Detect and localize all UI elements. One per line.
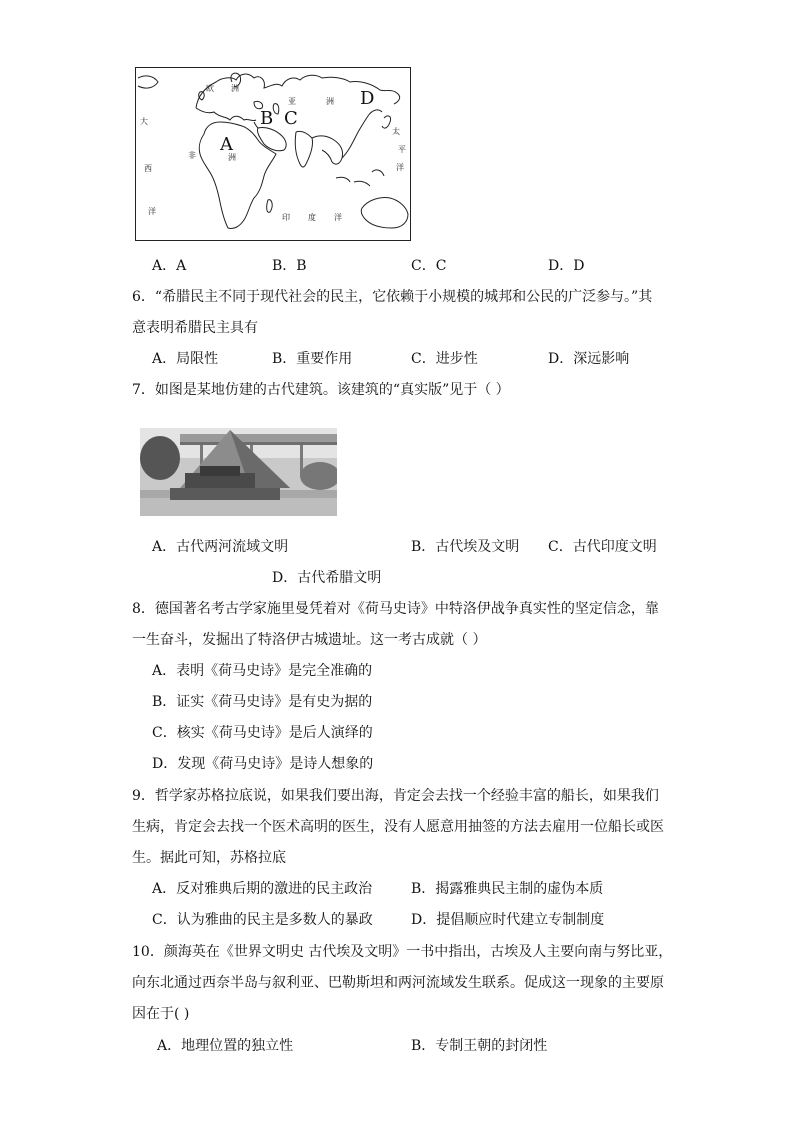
map-point-a: A [220, 134, 233, 155]
q6-stem-line1: 6．“希腊民主不同于现代社会的民主，它依赖于小规模的城邦和公民的广泛参与。”其 [132, 289, 653, 305]
q10-stem-line1: 10．颜海英在《世界文明史 古代埃及文明》一书中指出，古埃及人主要向南与努比亚， [132, 944, 673, 960]
q7-stem-line1: 7．如图是某地仿建的古代建筑。该建筑的“真实版”见于（ ） [132, 382, 510, 398]
world-map-figure [135, 67, 411, 241]
q9-option-c: C．认为雅曲的民主是多数人的暴政 [152, 912, 373, 928]
label-africa-1: 非 [188, 151, 196, 160]
q6-stem-line2: 意表明希腊民主具有 [132, 320, 258, 336]
map-point-d: D [360, 88, 375, 109]
q7-option-c: C．古代印度文明 [548, 539, 657, 555]
label-europe-1: 欧 [206, 84, 214, 93]
q9-stem-line1: 9．哲学家苏格拉底说，如果我们要出海，肯定会去找一个经验丰富的船长，如果我们 [132, 788, 659, 804]
label-indian-1: 印 [282, 213, 290, 222]
q9-option-a: A．反对雅典后期的激进的民主政治 [152, 881, 373, 897]
q6-option-b: B．重要作用 [272, 351, 353, 367]
q8-option-c: C．核实《荷马史诗》是后人演绎的 [152, 725, 373, 741]
q8-option-d: D．发现《荷马史诗》是诗人想象的 [152, 756, 374, 772]
q6-option-c: C．进步性 [411, 351, 478, 367]
label-atlantic-3: 洋 [148, 207, 156, 216]
q6-option-d: D．深远影响 [548, 351, 630, 367]
label-atlantic-1: 大 [140, 117, 148, 126]
label-pacific-3: 洋 [396, 163, 404, 172]
label-indian-2: 度 [308, 213, 316, 222]
q9-option-d: D．提倡顺应时代建立专制制度 [411, 912, 605, 928]
label-pacific-1: 太 [392, 127, 400, 136]
q8-option-a: A．表明《荷马史诗》是完全准确的 [152, 663, 373, 679]
pyramid-replica-photo [140, 428, 337, 516]
q6-option-a: A．局限性 [152, 351, 219, 367]
label-asia-2: 洲 [326, 97, 334, 106]
label-atlantic-2: 西 [144, 164, 152, 173]
q9-stem-line2: 生病，肯定会去找一个医术高明的医生，没有人愿意用抽签的方法去雇用一位船长或医 [132, 819, 664, 835]
q7-option-b: B．古代埃及文明 [411, 539, 520, 555]
q10-option-b: B．专制王朝的封闭性 [411, 1038, 548, 1054]
q5-option-d: D．D [548, 258, 585, 274]
q5-option-b: B．B [272, 258, 307, 274]
label-africa-2: 洲 [228, 153, 236, 162]
map-point-c: C [284, 108, 298, 129]
q5-option-a: A．A [152, 258, 187, 274]
label-indian-3: 洋 [334, 213, 342, 222]
q8-stem-line2: 一生奋斗，发掘出了特洛伊古城遗址。这一考古成就（ ） [132, 632, 487, 648]
map-point-b: B [260, 108, 274, 129]
label-pacific-2: 平 [398, 145, 406, 154]
q10-stem-line3: 因在于( ) [132, 1006, 190, 1022]
q10-stem-line2: 向东北通过西奈半岛与叙利亚、巴勒斯坦和两河流域发生联系。促成这一现象的主要原 [132, 975, 664, 991]
q5-option-c: C．C [411, 258, 447, 274]
q10-option-a: A．地理位置的独立性 [157, 1038, 294, 1054]
q9-stem-line3: 生。据此可知，苏格拉底 [132, 850, 286, 866]
label-europe-2: 洲 [231, 84, 239, 93]
q7-option-a: A．古代两河流域文明 [152, 539, 289, 555]
q8-option-b: B．证实《荷马史诗》是有史为据的 [152, 694, 373, 710]
q8-stem-line1: 8．德国著名考古学家施里曼凭着对《荷马史诗》中特洛伊战争真实性的坚定信念，靠 [132, 601, 659, 617]
q7-option-d: D．古代希腊文明 [272, 570, 382, 586]
label-asia-1: 亚 [288, 97, 296, 106]
q9-option-b: B．揭露雅典民主制的虚伪本质 [411, 881, 604, 897]
